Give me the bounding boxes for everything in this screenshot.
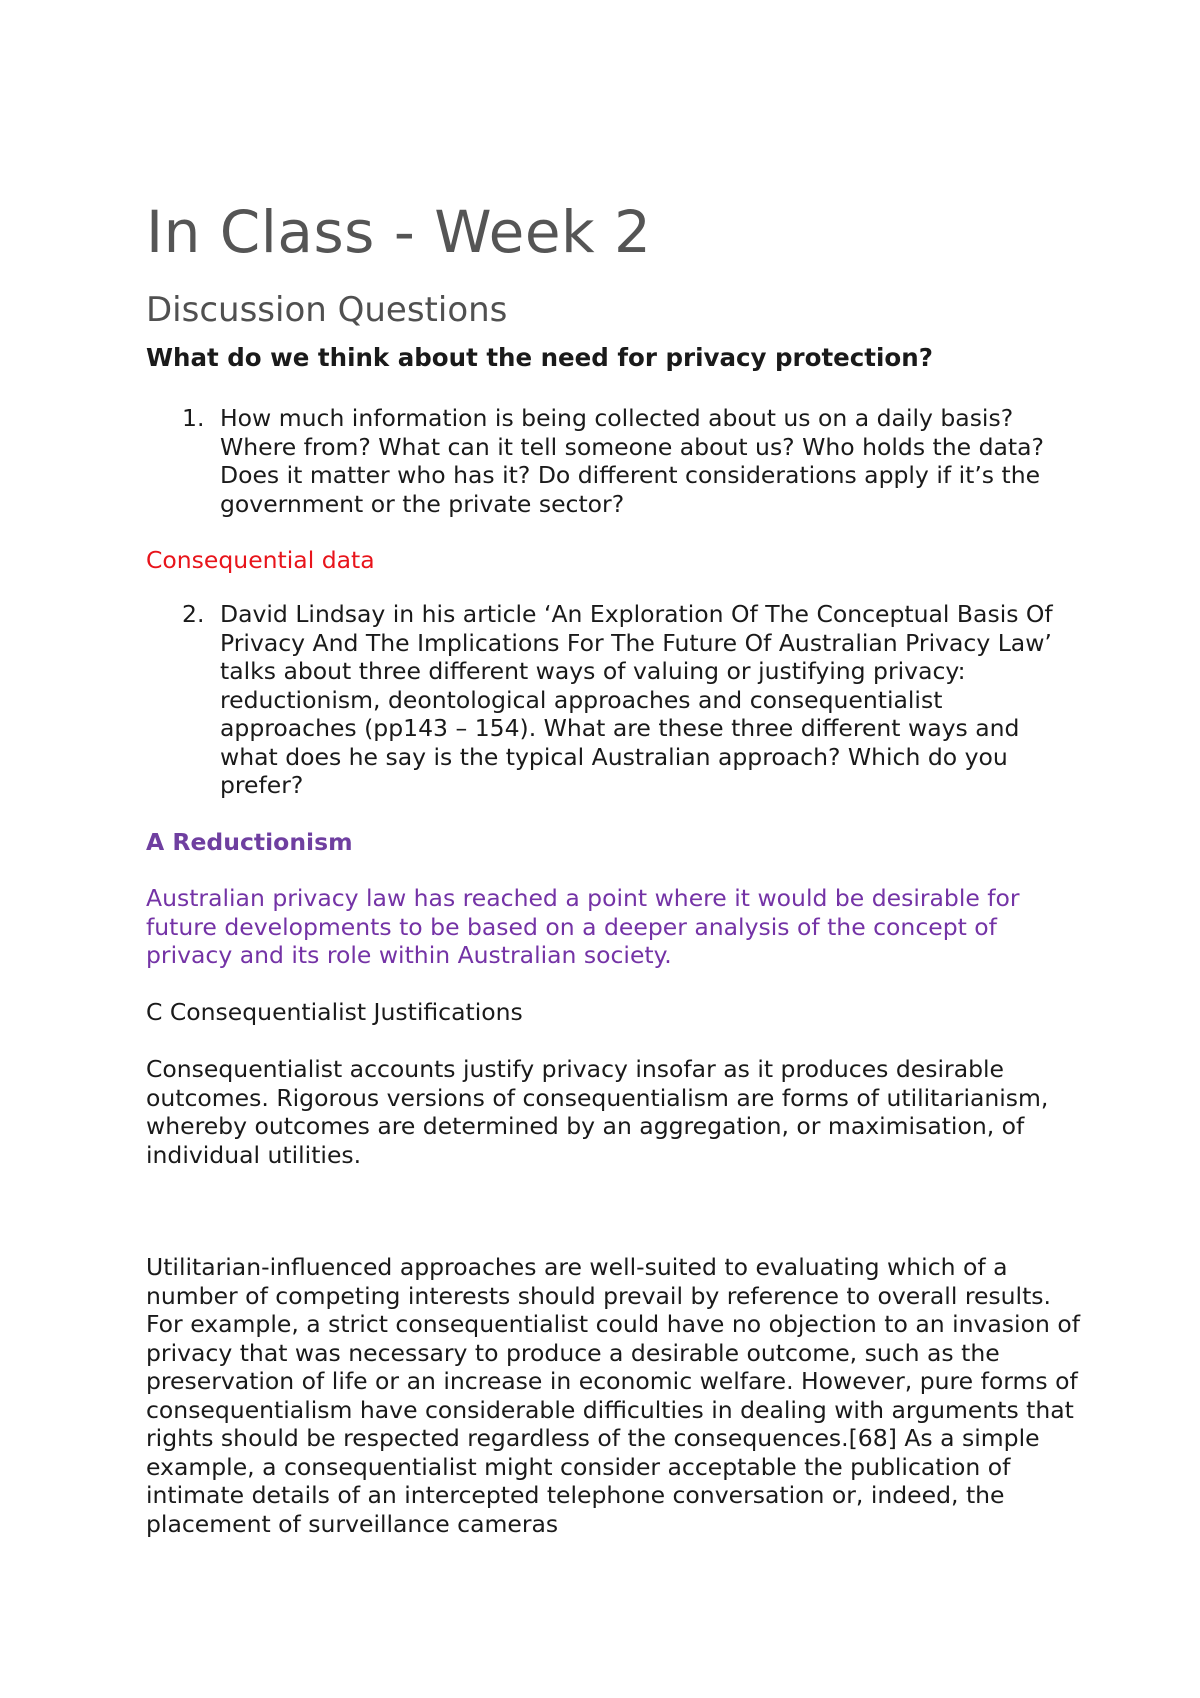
- reductionism-heading: A Reductionism: [146, 828, 353, 856]
- section-subtitle: Discussion Questions: [146, 290, 508, 330]
- consequentialist-heading: C Consequentialist Justifications: [146, 998, 523, 1026]
- page-title: In Class - Week 2: [146, 198, 652, 266]
- consequentialist-paragraph-2: Utilitarian-influenced approaches are well-suited to evaluating which of a number of competing interests should prevail by reference to overall results. For example, a strict consequentialist could have no objection to an invasion of privacy that was necessary to produce a desirable outcome, such as the preservation of life or an increase in economic welfare. However, pure forms of consequentialism have considerable difficulties in dealing with arguments that rights should be respected regardless of the consequences.[68] As a simple example, a consequentialist might consider acceptable the publication of intimate details of an intercepted telephone conversation or, indeed, the placement of surveillance cameras: [146, 1253, 1080, 1538]
- consequentialist-paragraph-1: Consequentialist accounts justify privacy insofar as it produces desirable outcomes. Rigorous versions of consequentialism are forms of utilitarianism, whereby outcomes are determined by an aggregation, or maximisation, of individual utilities.: [146, 1055, 1049, 1169]
- list-number: 2.: [182, 600, 205, 628]
- list-item-text: David Lindsay in his article ‘An Exploration Of The Conceptual Basis Of Privacy And The Implications For The Future Of Australian Privacy Law’ talks about three different ways of valuing or justifying privacy: reductionism, deontological approaches and consequentialist approaches (pp143 – 154). What are these three different ways and what does he say is the typical Australian approach? Which do you prefer?: [220, 600, 1053, 799]
- list-item-text: How much information is being collected about us on a daily basis? Where from? What can it tell someone about us? Who holds the data? Does it matter who has it? Do different considerations apply if it’s the government or the private sector?: [220, 404, 1044, 518]
- question-heading: What do we think about the need for privacy protection?: [146, 343, 933, 372]
- list-item: [182, 600, 1080, 800]
- list-item: [182, 404, 1080, 518]
- list-number: 1.: [182, 404, 205, 432]
- red-note: Consequential data: [146, 546, 375, 574]
- reductionism-paragraph: Australian privacy law has reached a point where it would be desirable for future developments to be based on a deeper analysis of the concept of privacy and its role within Australian society.: [146, 884, 1020, 969]
